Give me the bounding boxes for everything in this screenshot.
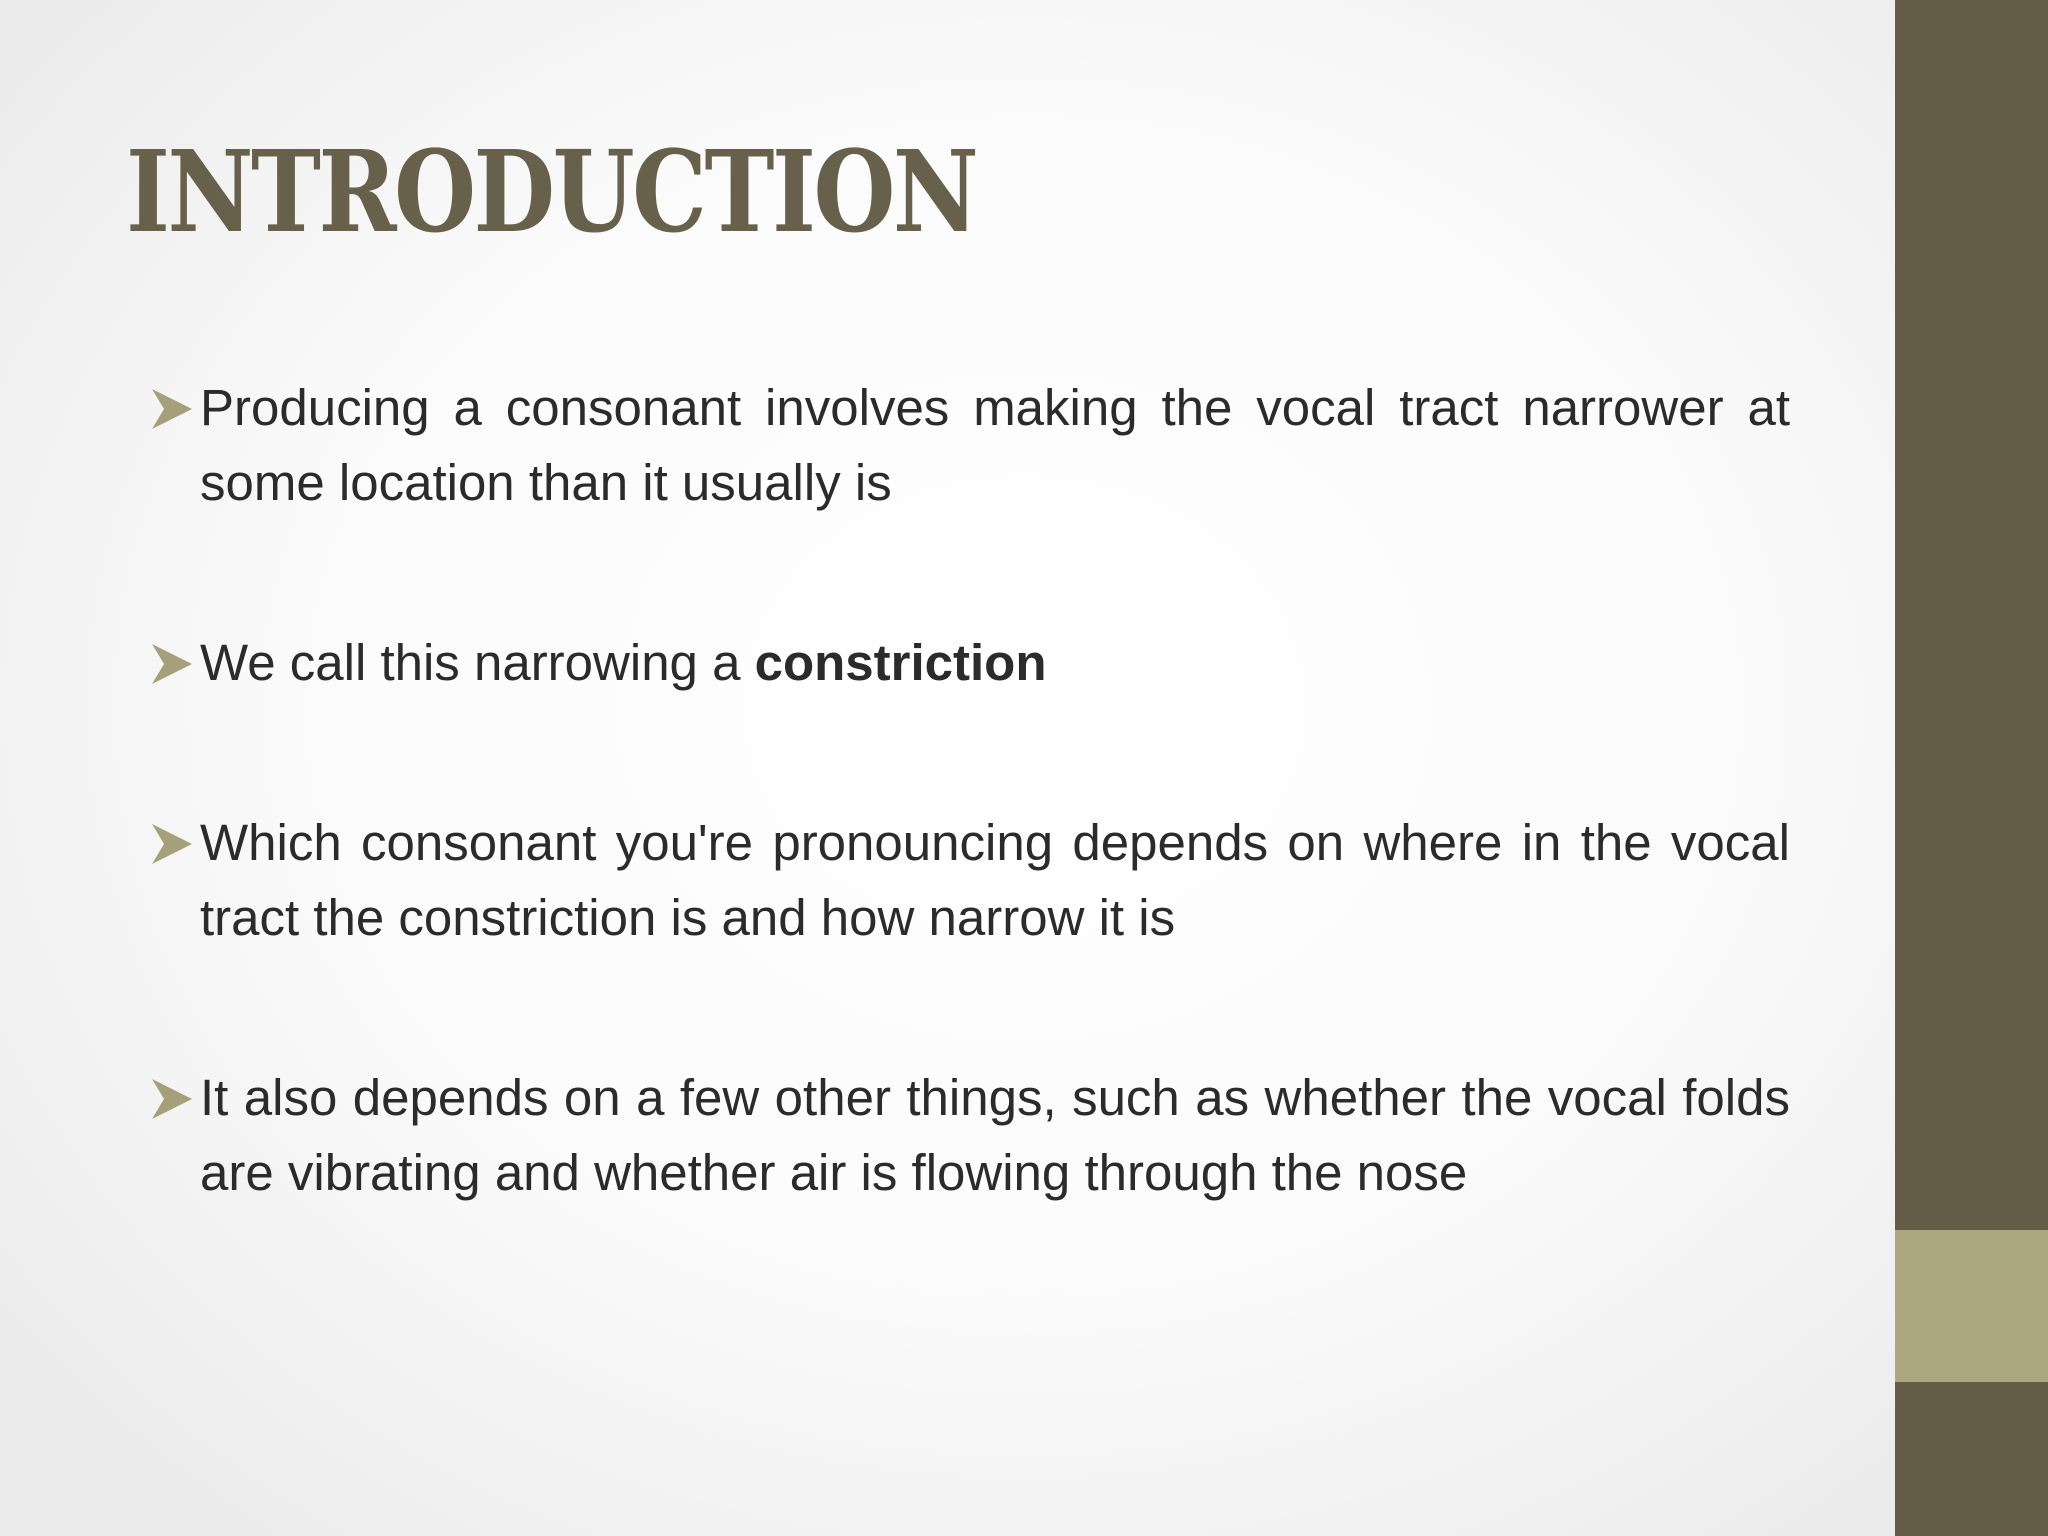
- arrow-bullet-icon: [150, 387, 194, 431]
- bullet-text: Producing a consonant involves making the vocal tract narrower at some location than it usually is: [200, 379, 1790, 511]
- bullet-text: We call this narrowing a: [200, 634, 755, 691]
- side-bar-accent: [1895, 1230, 2048, 1382]
- bullet-list: [150, 370, 1790, 1210]
- bullet-item: [150, 805, 1790, 955]
- bullet-item: [150, 370, 1790, 520]
- bullet-bold-term: constriction: [754, 634, 1047, 691]
- bullet-text: Which consonant you're pronouncing depends on where in the vocal tract the constriction is and how narrow it is: [200, 814, 1790, 946]
- bullet-text: It also depends on a few other things, such as whether the vocal folds are vibrating and whether air is flowing through the nose: [200, 1069, 1790, 1201]
- side-bar-bottom: [1895, 1382, 2048, 1536]
- side-bar: [1895, 0, 2048, 1536]
- bullet-item: [150, 625, 1790, 700]
- arrow-bullet-icon: [150, 1077, 194, 1121]
- side-bar-top: [1895, 0, 2048, 1230]
- bullet-item: [150, 1060, 1790, 1210]
- slide-title: INTRODUCTION: [126, 127, 977, 258]
- arrow-bullet-icon: [150, 642, 194, 686]
- arrow-bullet-icon: [150, 822, 194, 866]
